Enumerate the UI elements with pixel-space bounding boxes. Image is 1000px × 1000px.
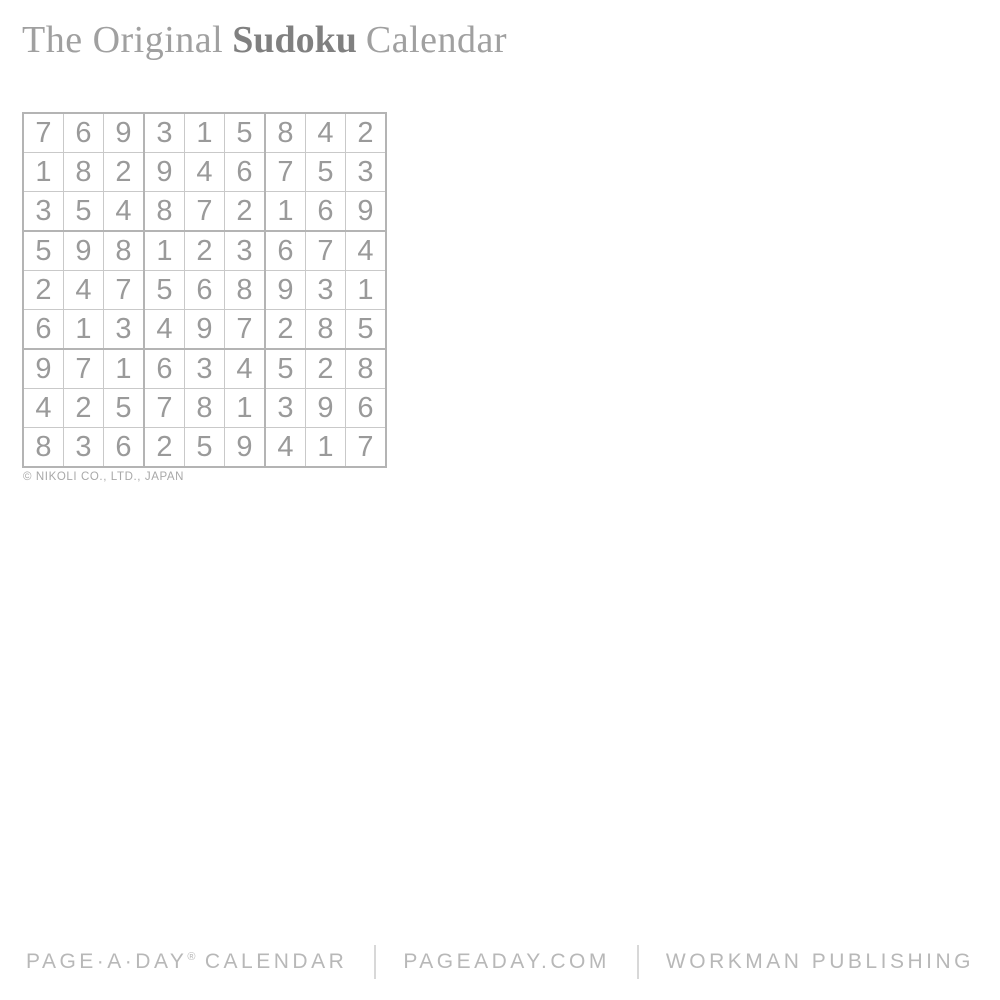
registered-mark-icon: ®: [187, 951, 196, 963]
sudoku-cell[interactable]: 9: [23, 349, 64, 389]
sudoku-cell[interactable]: 7: [265, 153, 306, 192]
sudoku-cell[interactable]: 6: [306, 192, 346, 232]
sudoku-cell[interactable]: 1: [185, 113, 225, 153]
footer-divider: [374, 945, 376, 979]
sudoku-cell[interactable]: 8: [265, 113, 306, 153]
sudoku-cell[interactable]: 4: [23, 389, 64, 428]
page-title: [22, 18, 507, 62]
sudoku-cell[interactable]: 2: [185, 231, 225, 271]
sudoku-cell[interactable]: 1: [64, 310, 104, 350]
sudoku-cell[interactable]: 1: [104, 349, 145, 389]
sudoku-cell[interactable]: 5: [306, 153, 346, 192]
sudoku-row: [23, 113, 386, 153]
footer: [0, 942, 1000, 982]
sudoku-cell[interactable]: 6: [225, 153, 266, 192]
sudoku-cell[interactable]: 6: [23, 310, 64, 350]
sudoku-cell[interactable]: 2: [265, 310, 306, 350]
sudoku-cell[interactable]: 5: [265, 349, 306, 389]
sudoku-cell[interactable]: 5: [225, 113, 266, 153]
sudoku-row: [23, 271, 386, 310]
sudoku-cell[interactable]: 1: [346, 271, 387, 310]
sudoku-cell[interactable]: 7: [346, 428, 387, 468]
footer-publisher: WORKMAN PUBLISHING: [665, 950, 974, 973]
footer-brand-pageaday: [26, 950, 347, 974]
sudoku-cell[interactable]: 1: [144, 231, 185, 271]
sudoku-cell[interactable]: 3: [306, 271, 346, 310]
copyright-credit: © NIKOLI CO., LTD., JAPAN: [23, 471, 185, 483]
sudoku-cell[interactable]: 4: [144, 310, 185, 350]
sudoku-cell[interactable]: 4: [185, 153, 225, 192]
sudoku-row: [23, 192, 386, 232]
sudoku-cell[interactable]: 6: [265, 231, 306, 271]
sudoku-cell[interactable]: 2: [23, 271, 64, 310]
sudoku-cell[interactable]: 3: [64, 428, 104, 468]
sudoku-cell[interactable]: 2: [225, 192, 266, 232]
sudoku-cell[interactable]: 2: [306, 349, 346, 389]
sudoku-cell[interactable]: 5: [185, 428, 225, 468]
sudoku-cell[interactable]: 5: [64, 192, 104, 232]
sudoku-cell[interactable]: 1: [265, 192, 306, 232]
sudoku-cell[interactable]: 2: [64, 389, 104, 428]
sudoku-cell[interactable]: 5: [104, 389, 145, 428]
sudoku-row: [23, 153, 386, 192]
sudoku-row: [23, 231, 386, 271]
sudoku-row: [23, 389, 386, 428]
footer-brand-label-2: CALENDAR: [204, 950, 348, 973]
sudoku-cell[interactable]: 8: [144, 192, 185, 232]
sudoku-cell[interactable]: 3: [144, 113, 185, 153]
sudoku-cell[interactable]: 5: [23, 231, 64, 271]
title-part-1: The Original: [22, 19, 224, 61]
sudoku-cell[interactable]: 9: [306, 389, 346, 428]
sudoku-cell[interactable]: 7: [23, 113, 64, 153]
sudoku-cell[interactable]: 7: [185, 192, 225, 232]
sudoku-cell[interactable]: 4: [265, 428, 306, 468]
sudoku-cell[interactable]: 5: [144, 271, 185, 310]
sudoku-cell[interactable]: 3: [185, 349, 225, 389]
sudoku-cell[interactable]: 4: [306, 113, 346, 153]
sudoku-row: [23, 310, 386, 350]
sudoku-cell[interactable]: 5: [346, 310, 387, 350]
sudoku-cell[interactable]: 9: [346, 192, 387, 232]
sudoku-cell[interactable]: 9: [144, 153, 185, 192]
sudoku-cell[interactable]: 3: [225, 231, 266, 271]
footer-brand-label: PAGE·A·DAY: [26, 950, 188, 973]
sudoku-cell[interactable]: 7: [144, 389, 185, 428]
footer-divider: [637, 945, 639, 979]
sudoku-cell[interactable]: 9: [265, 271, 306, 310]
sudoku-cell[interactable]: 6: [64, 113, 104, 153]
sudoku-cell[interactable]: 9: [64, 231, 104, 271]
sudoku-cell[interactable]: 8: [185, 389, 225, 428]
sudoku-cell[interactable]: 4: [104, 192, 145, 232]
sudoku-cell[interactable]: 9: [225, 428, 266, 468]
sudoku-cell[interactable]: 9: [104, 113, 145, 153]
sudoku-row: [23, 428, 386, 468]
title-part-2: Calendar: [365, 19, 508, 61]
sudoku-grid: [22, 112, 387, 468]
sudoku-cell[interactable]: 8: [346, 349, 387, 389]
sudoku-cell[interactable]: 8: [104, 231, 145, 271]
sudoku-cell[interactable]: 4: [225, 349, 266, 389]
title-brand: Sudoku: [232, 19, 357, 61]
sudoku-cell[interactable]: 2: [346, 113, 387, 153]
sudoku-cell[interactable]: 8: [225, 271, 266, 310]
sudoku-table: [22, 112, 387, 468]
sudoku-cell[interactable]: 6: [104, 428, 145, 468]
sudoku-cell[interactable]: 4: [64, 271, 104, 310]
sudoku-cell[interactable]: 7: [64, 349, 104, 389]
sudoku-cell[interactable]: 3: [104, 310, 145, 350]
sudoku-row: [23, 349, 386, 389]
sudoku-cell[interactable]: 7: [104, 271, 145, 310]
sudoku-cell[interactable]: 6: [144, 349, 185, 389]
sudoku-cell[interactable]: 2: [104, 153, 145, 192]
sudoku-cell[interactable]: 3: [265, 389, 306, 428]
sudoku-cell[interactable]: 8: [23, 428, 64, 468]
sudoku-cell[interactable]: 8: [64, 153, 104, 192]
sudoku-cell[interactable]: 1: [23, 153, 64, 192]
sudoku-cell[interactable]: 6: [346, 389, 387, 428]
sudoku-cell[interactable]: 1: [306, 428, 346, 468]
sudoku-cell[interactable]: 2: [144, 428, 185, 468]
sudoku-cell[interactable]: 1: [225, 389, 266, 428]
footer-website[interactable]: PAGEADAY.COM: [403, 950, 610, 973]
sudoku-cell[interactable]: 3: [346, 153, 387, 192]
sudoku-cell[interactable]: 3: [23, 192, 64, 232]
sudoku-cell[interactable]: 9: [185, 310, 225, 350]
sudoku-cell[interactable]: 8: [306, 310, 346, 350]
sudoku-cell[interactable]: 7: [225, 310, 266, 350]
sudoku-cell[interactable]: 6: [185, 271, 225, 310]
sudoku-cell[interactable]: 7: [306, 231, 346, 271]
sudoku-cell[interactable]: 4: [346, 231, 387, 271]
